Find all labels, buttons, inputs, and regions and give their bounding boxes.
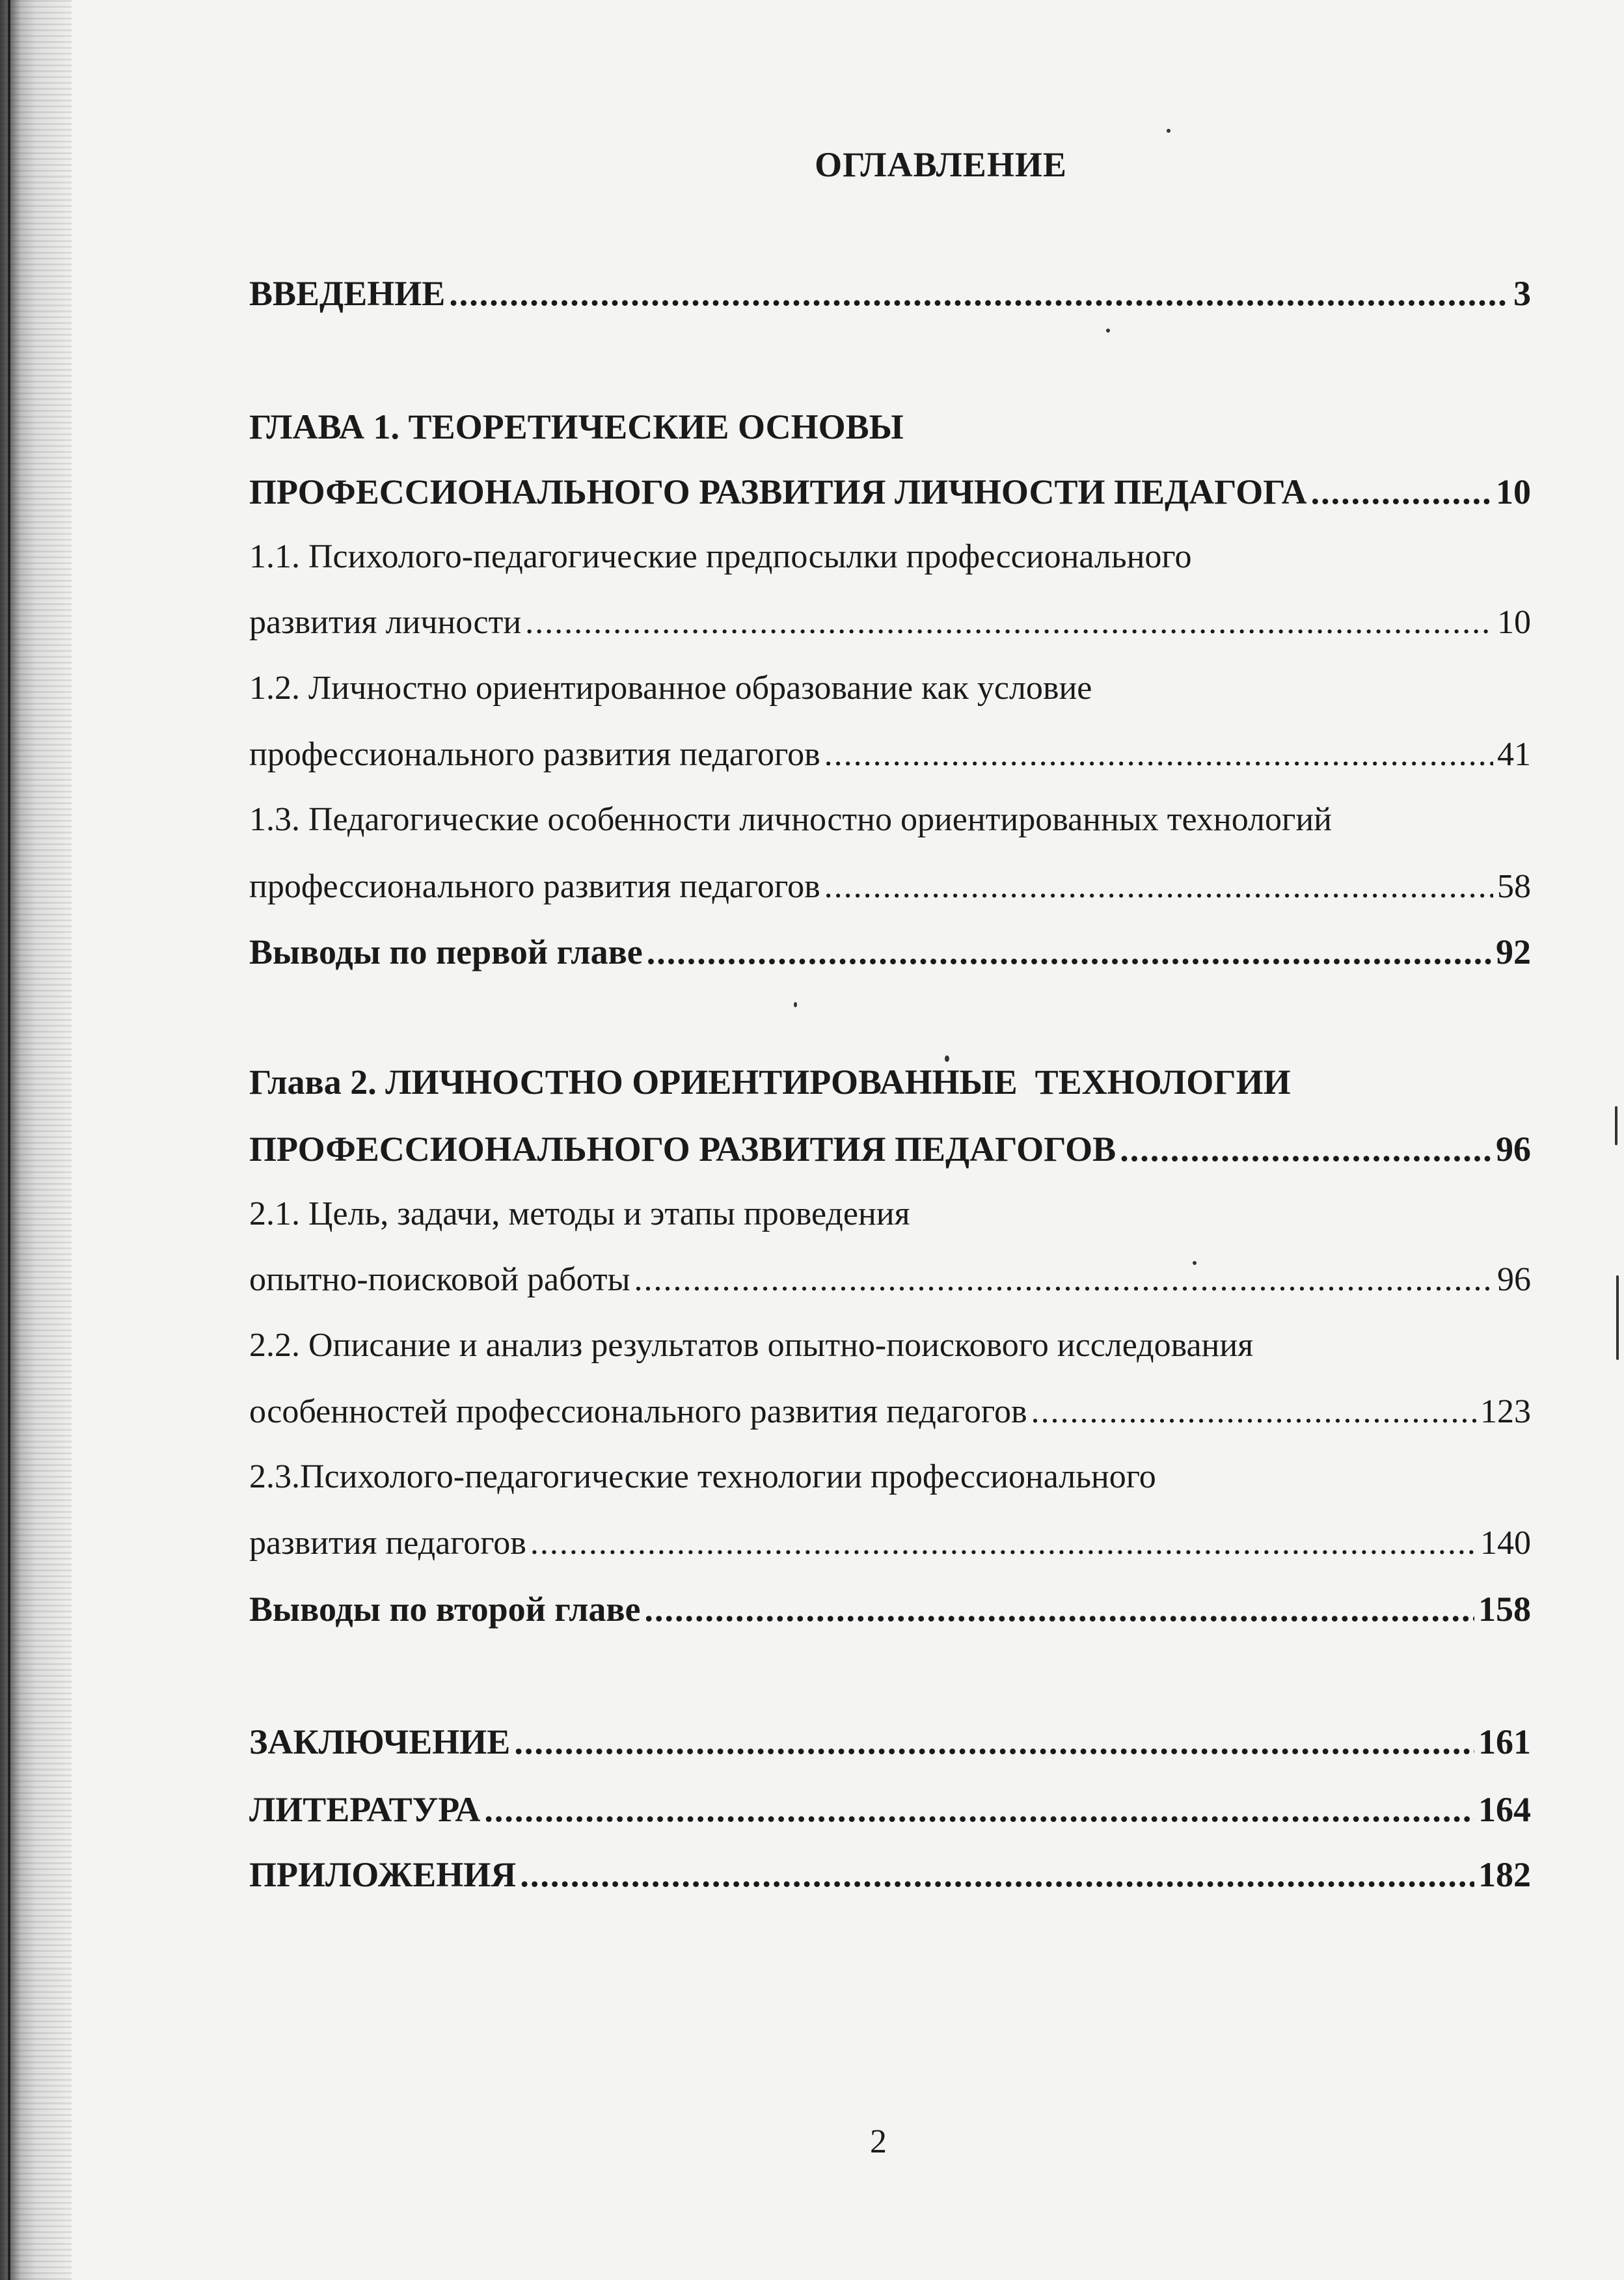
toc-entry-literature xyxy=(249,1789,1531,1841)
toc-entry-label: 2.2. Описание и анализ результатов опытно-поискового исследования xyxy=(249,1327,1254,1364)
toc-entry-label: ГЛАВА 1. ТЕОРЕТИЧЕСКИЕ ОСНОВЫ xyxy=(249,407,904,446)
toc-entry-page: 58 xyxy=(1497,868,1531,905)
toc-entry-page: 182 xyxy=(1478,1855,1531,1894)
toc-entry-label: 1.1. Психолого-педагогические предпосылки профессионального xyxy=(249,538,1192,575)
dot-leader xyxy=(824,867,1493,906)
toc-entry-page: 10 xyxy=(1497,604,1531,641)
toc-chapter1-heading xyxy=(249,407,1531,459)
toc-entry-page: 10 xyxy=(1496,472,1531,511)
toc-entry-label: особенностей профессионального развития педагогов xyxy=(249,1393,1027,1430)
toc-entry-introduction xyxy=(249,273,1531,325)
dot-leader xyxy=(520,1854,1474,1895)
toc-section-1-3-line1 xyxy=(249,800,1531,852)
toc-chapter2-heading xyxy=(249,1062,1531,1114)
scan-speck xyxy=(1616,1275,1619,1360)
scan-speck xyxy=(1106,329,1110,332)
toc-entry-label: ПРОФЕССИОНАЛЬНОГО РАЗВИТИЯ ПЕДАГОГОВ xyxy=(249,1130,1116,1169)
toc-entry-label: развития личности xyxy=(249,604,522,641)
toc-entry-label: профессионального развития педагогов xyxy=(249,736,820,773)
toc-entry-label: ПРИЛОЖЕНИЯ xyxy=(249,1855,517,1894)
toc-entry-label: 2.3.Психолого-педагогические технологии профессионального xyxy=(249,1458,1156,1495)
toc-chapter2-title xyxy=(249,1129,1531,1181)
toc-entry-label: 1.2. Личностно ориентированное образование как условие xyxy=(249,670,1092,707)
toc-entry-conclusion xyxy=(249,1722,1531,1774)
toc-entry-page: 158 xyxy=(1478,1590,1531,1629)
dot-leader xyxy=(484,1789,1474,1830)
toc-entry-page: 140 xyxy=(1480,1525,1531,1562)
toc-section-1-1 xyxy=(249,603,1531,655)
toc-entry-label: ПРОФЕССИОНАЛЬНОГО РАЗВИТИЯ ЛИЧНОСТИ ПЕДАГОГА xyxy=(249,472,1307,511)
toc-entry-page: 3 xyxy=(1513,274,1531,313)
toc-entry-label: ЛИТЕРАТУРА xyxy=(249,1790,481,1829)
toc-entry-page: 92 xyxy=(1496,932,1531,971)
toc-section-2-1-line1 xyxy=(249,1195,1531,1247)
toc-entry-label: 1.3. Педагогические особенности личностно ориентированных технологий xyxy=(249,801,1332,838)
toc-section-2-3 xyxy=(249,1524,1531,1576)
toc-chapter1-conclusions xyxy=(249,932,1531,984)
scan-speck xyxy=(1615,1106,1617,1145)
toc-entry-page: 96 xyxy=(1497,1261,1531,1298)
dot-leader xyxy=(449,273,1509,314)
toc-entry-page: 161 xyxy=(1478,1722,1531,1761)
dot-leader xyxy=(1311,472,1492,512)
toc-section-2-2-line1 xyxy=(249,1326,1531,1378)
toc-entry-appendices xyxy=(249,1854,1531,1907)
dot-leader xyxy=(1120,1129,1492,1169)
toc-entry-page: 164 xyxy=(1478,1790,1531,1829)
toc-section-1-2-line1 xyxy=(249,669,1531,721)
toc-entry-label: развития педагогов xyxy=(249,1525,526,1562)
toc-chapter1-title xyxy=(249,472,1531,524)
scan-speck xyxy=(794,1002,797,1007)
toc-entry-label: Глава 2. ЛИЧНОСТНО ОРИЕНТИРОВАННЫЕ ТЕХНОЛОГИИ xyxy=(249,1063,1291,1102)
toc-section-2-1 xyxy=(249,1260,1531,1312)
dot-leader xyxy=(645,1589,1475,1629)
toc-entry-page: 123 xyxy=(1480,1393,1531,1430)
toc-entry-label: Выводы по первой главе xyxy=(249,932,643,971)
scan-speck xyxy=(945,1055,949,1062)
dot-leader xyxy=(525,603,1493,642)
scan-binding-edge xyxy=(0,0,72,2280)
toc-entry-label: 2.1. Цель, задачи, методы и этапы проведения xyxy=(249,1195,910,1232)
toc-entry-label: опытно-поисковой работы xyxy=(249,1261,630,1298)
dot-leader xyxy=(647,932,1492,972)
dot-leader xyxy=(824,735,1493,774)
toc-chapter2-conclusions xyxy=(249,1589,1531,1641)
toc-entry-page: 41 xyxy=(1497,736,1531,773)
toc-section-1-1-line1 xyxy=(249,537,1531,590)
toc-entry-label: Выводы по второй главе xyxy=(249,1590,641,1629)
page-number: 2 xyxy=(870,2123,887,2160)
toc-section-2-2 xyxy=(249,1392,1531,1445)
toc-section-1-2 xyxy=(249,735,1531,787)
scan-speck xyxy=(1193,1261,1197,1265)
toc-entry-label: ЗАКЛЮЧЕНИЕ xyxy=(249,1722,511,1761)
toc-section-1-3 xyxy=(249,867,1531,919)
dot-leader xyxy=(634,1260,1493,1299)
toc-entry-label: ВВЕДЕНИЕ xyxy=(249,274,446,313)
toc-section-2-3-line1 xyxy=(249,1458,1531,1510)
scan-speck xyxy=(1167,129,1171,133)
dot-leader xyxy=(530,1524,1476,1562)
toc-entry-page: 96 xyxy=(1496,1130,1531,1169)
page-title: ОГЛАВЛЕНИЕ xyxy=(815,145,1067,184)
dot-leader xyxy=(514,1722,1474,1762)
dot-leader xyxy=(1031,1392,1476,1431)
toc-entry-label: профессионального развития педагогов xyxy=(249,868,820,905)
